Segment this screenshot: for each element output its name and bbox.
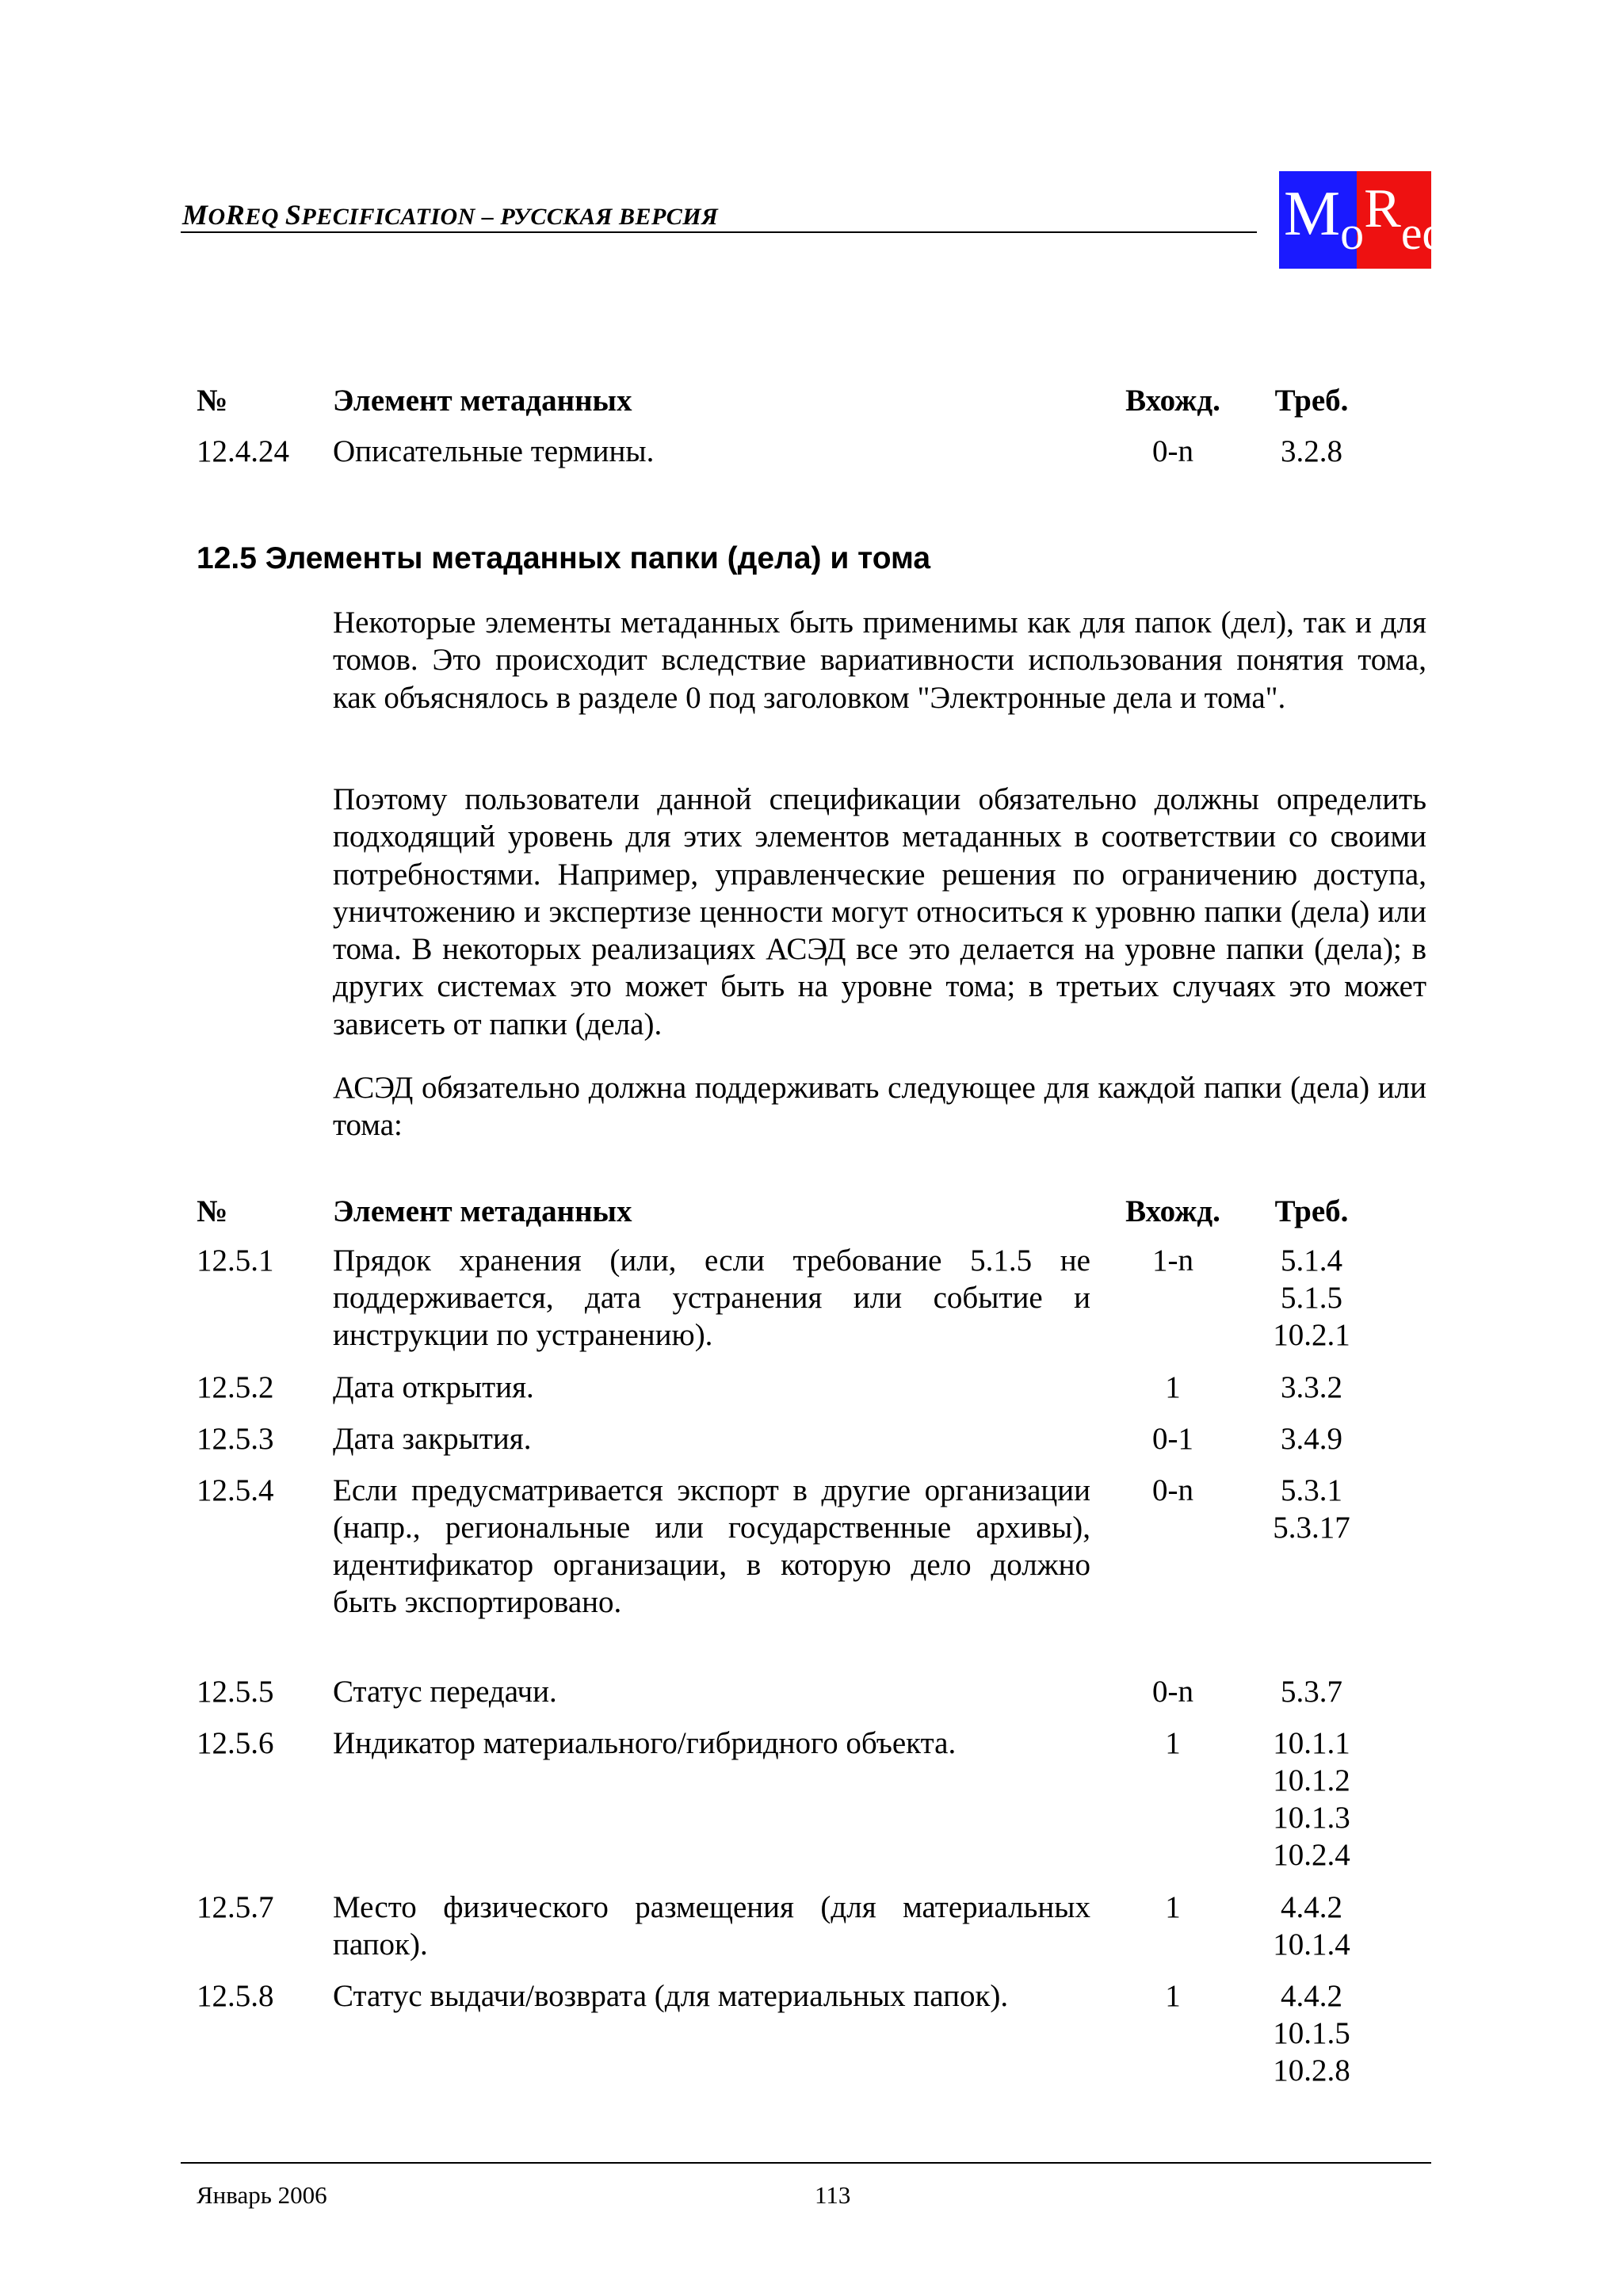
row-occurrence: 1 bbox=[1165, 1890, 1181, 1924]
row-occurrence: 0-n bbox=[1152, 434, 1193, 468]
row-occurrence: 1 bbox=[1165, 1370, 1181, 1404]
req-ref: 5.3.1 bbox=[1281, 1473, 1342, 1507]
row-requirements bbox=[1236, 1369, 1387, 1406]
col-header-num: № bbox=[197, 1194, 228, 1228]
row-requirements bbox=[1236, 1725, 1387, 1874]
req-ref: 5.1.4 bbox=[1281, 1244, 1342, 1278]
req-ref: 5.3.7 bbox=[1281, 1675, 1342, 1709]
row-element: Прядок хранения (или, если требование 5.1.5 не поддерживается, дата устранения или событие и инструкции по устранению). bbox=[333, 1244, 1090, 1352]
row-occurrence: 0-n bbox=[1152, 1473, 1193, 1507]
page-number: 113 bbox=[815, 2181, 851, 2209]
req-ref: 3.2.8 bbox=[1281, 434, 1342, 468]
row-num: 12.5.5 bbox=[197, 1675, 274, 1709]
row-num: 12.5.7 bbox=[197, 1890, 274, 1924]
row-element: Статус выдачи/возврата (для материальных папок). bbox=[333, 1979, 1009, 2013]
row-requirements bbox=[1236, 1472, 1387, 1546]
title-r: R bbox=[225, 199, 246, 231]
row-requirements bbox=[1236, 1242, 1387, 1354]
col-header-num: № bbox=[197, 384, 228, 418]
row-occurrence: 0-n bbox=[1152, 1675, 1193, 1709]
row-element: Индикатор материального/гибридного объекта. bbox=[333, 1726, 957, 1760]
footer-date: Январь 2006 bbox=[197, 2181, 327, 2209]
row-num: 12.5.4 bbox=[197, 1473, 274, 1507]
req-ref: 10.2.8 bbox=[1273, 2053, 1350, 2088]
req-ref: 10.1.2 bbox=[1273, 1763, 1350, 1797]
req-ref: 3.4.9 bbox=[1281, 1422, 1342, 1456]
paragraph: Поэтому пользователи данной спецификации обязательно должны определить подходящий уровень для этих элементов метаданных в соответствии со своими потребностями. Например, управленческие решения по ограничению доступа, уничтожению и экспертизе ценности могут относиться к уровню папки (дела) или тома. В некоторых реализациях АСЭД все это делается на уровне папки (дела); в других системах это может быть на уровне тома; в третьих случаях это может зависеть от папки (дела). bbox=[333, 782, 1426, 1041]
logo-r: R bbox=[1364, 178, 1401, 239]
title-m: M bbox=[182, 199, 208, 231]
row-element: Дата закрытия. bbox=[333, 1422, 532, 1456]
row-element: Статус передачи. bbox=[333, 1675, 557, 1709]
req-ref: 10.2.1 bbox=[1273, 1318, 1350, 1352]
row-element: Дата открытия. bbox=[333, 1370, 534, 1404]
row-requirements bbox=[1236, 1420, 1387, 1457]
row-num: 12.5.2 bbox=[197, 1370, 274, 1404]
row-requirements bbox=[1236, 1673, 1387, 1710]
row-num: 12.4.24 bbox=[197, 434, 289, 468]
row-occurrence: 1 bbox=[1165, 1726, 1181, 1760]
row-occurrence: 1 bbox=[1165, 1979, 1181, 2013]
col-header-occurrence: Вхожд. bbox=[1125, 384, 1220, 418]
row-num: 12.5.1 bbox=[197, 1244, 274, 1278]
req-ref: 5.3.17 bbox=[1273, 1511, 1350, 1545]
moreq-logo bbox=[1279, 171, 1446, 269]
row-occurrence: 0-1 bbox=[1152, 1422, 1193, 1456]
req-ref: 10.2.4 bbox=[1273, 1838, 1350, 1872]
req-ref: 10.1.3 bbox=[1273, 1801, 1350, 1835]
paragraph: АСЭД обязательно должна поддерживать следующее для каждой папки (дела) или тома: bbox=[333, 1071, 1426, 1143]
logo-eq: eq bbox=[1400, 207, 1446, 259]
title-o: O bbox=[208, 204, 226, 230]
row-requirements bbox=[1236, 1889, 1387, 1963]
row-num: 12.5.3 bbox=[197, 1422, 274, 1456]
req-ref: 5.1.5 bbox=[1281, 1281, 1342, 1315]
logo-text bbox=[1284, 174, 1445, 258]
title-s: S bbox=[285, 199, 302, 231]
row-occurrence: 1-n bbox=[1152, 1244, 1193, 1278]
logo-o: o bbox=[1340, 207, 1365, 259]
header-rule bbox=[181, 231, 1257, 233]
req-ref: 10.1.5 bbox=[1273, 2016, 1350, 2050]
req-ref: 4.4.2 bbox=[1281, 1979, 1342, 2013]
row-element: Если предусматривается экспорт в другие организации (напр., региональные или государственные архивы), идентификатор организации, в которую дело должно быть экспортировано. bbox=[333, 1473, 1090, 1619]
title-eq: EQ bbox=[245, 204, 279, 230]
req-ref: 3.3.2 bbox=[1281, 1370, 1342, 1404]
req-ref: 10.1.1 bbox=[1273, 1726, 1350, 1760]
title-pecification: PECIFICATION bbox=[301, 204, 475, 230]
req-ref: 4.4.2 bbox=[1281, 1890, 1342, 1924]
col-header-element: Элемент метаданных bbox=[333, 1194, 632, 1228]
col-header-element: Элемент метаданных bbox=[333, 384, 632, 418]
col-header-occurrence: Вхожд. bbox=[1125, 1194, 1220, 1228]
row-element: Описательные термины. bbox=[333, 434, 655, 468]
req-ref: 10.1.4 bbox=[1273, 1927, 1350, 1962]
section-heading: 12.5 Элементы метаданных папки (дела) и тома bbox=[197, 541, 931, 575]
row-num: 12.5.6 bbox=[197, 1726, 274, 1760]
running-header-title bbox=[182, 198, 718, 231]
col-header-requirement: Треб. bbox=[1274, 1194, 1349, 1228]
title-suffix: – РУССКАЯ ВЕРСИЯ bbox=[475, 204, 719, 230]
col-header-requirement: Треб. bbox=[1274, 384, 1349, 418]
footer-rule bbox=[181, 2162, 1431, 2164]
row-element: Место физического размещения (для материальных папок). bbox=[333, 1890, 1090, 1962]
row-num: 12.5.8 bbox=[197, 1979, 274, 2013]
paragraph: Некоторые элементы метаданных быть применимы как для папок (дел), так и для томов. Это происходит вследствие вариативности использования понятия тома, как объяснялось в разделе 0 под заголовком "Электронные дела и тома". bbox=[333, 606, 1426, 715]
row-requirements bbox=[1236, 433, 1387, 470]
row-requirements bbox=[1236, 1977, 1387, 2089]
logo-m: M bbox=[1284, 179, 1341, 249]
